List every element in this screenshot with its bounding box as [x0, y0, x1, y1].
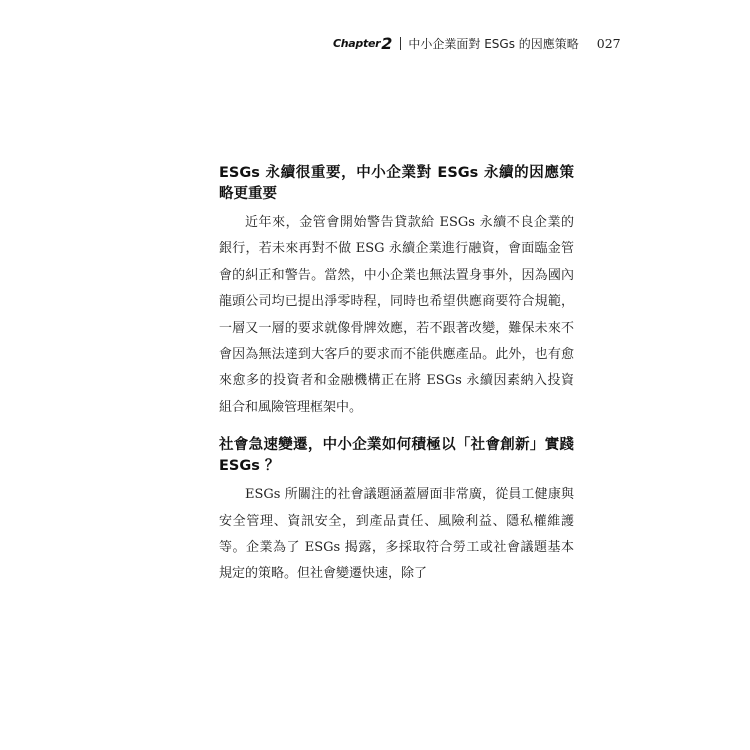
body-paragraph-1: 近年來，金管會開始警告貸款給 ESGs 永續不良企業的銀行，若未來再對不做 ESG 永續企業進行融資，會面臨金管會的糾正和警告。當然，中小企業也無法置身事外，因為國內龍頭公司均已提出淨零時程，同時也希望供應商要符合規範，一層又一層的要求就像骨牌效應，若不跟著改變，難保未來不會因為無法達到大客戶的要求而不能供應產品。此外，也有愈來愈多的投資者和金融機構正在將 ESGs 永續因素納入投資組合和風險管理框架中。: [219, 215, 574, 415]
chapter-number: 2: [381, 33, 393, 53]
chapter-label: Chapter: [333, 36, 381, 50]
page-content: [219, 163, 574, 588]
running-header: [333, 32, 623, 54]
page-number: 027: [596, 35, 621, 51]
section-gap: [219, 421, 574, 435]
section-heading-social-innovation: 社會急速變遷，中小企業如何積極以「社會創新」實踐 ESGs ？: [219, 437, 574, 474]
chapter-title: 中小企業面對 ESGs 的因應策略: [408, 36, 579, 51]
body-paragraph-2: ESGs 所關注的社會議題涵蓋層面非常廣，從員工健康與安全管理、資訊安全，到產品責任、風險利益、隱私權維護等。企業為了 ESGs 揭露，多採取符合勞工或社會議題基本規定的策略。但社會變遷快速，除了: [219, 487, 574, 582]
header-divider: [400, 37, 401, 50]
section-heading-esgs-strategy: ESGs 永續很重要，中小企業對 ESGs 永續的因應策略更重要: [219, 165, 574, 202]
